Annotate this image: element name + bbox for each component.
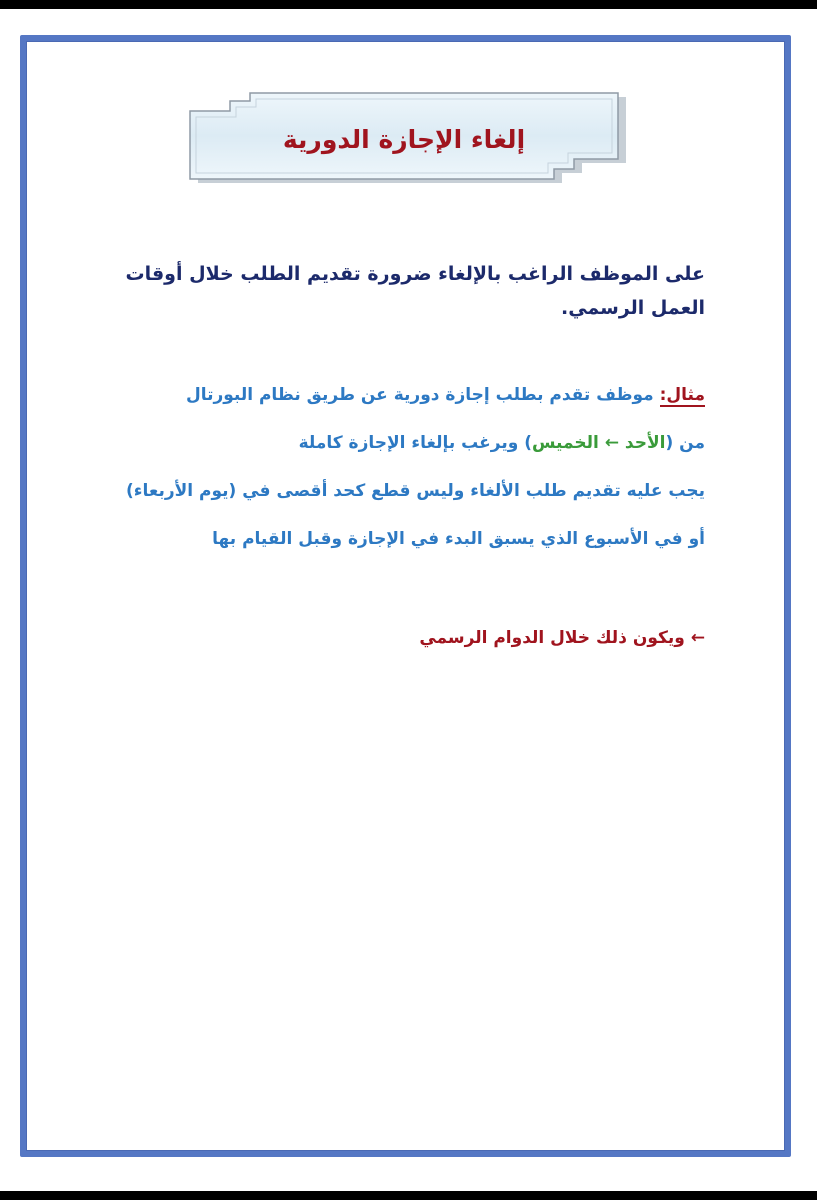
line2-prefix: من ( [665,433,705,453]
example-line-1 [95,375,705,423]
arrow-icon: ← [598,433,625,453]
note-line: ← ويكون ذلك خلال الدوام الرسمي [419,628,705,648]
example-line-2 [95,423,705,471]
document-page [0,9,817,1191]
page-title: إلغاء الإجازة الدورية [282,124,526,154]
example-label: مثال: [659,385,705,405]
example-line-1-text: موظف تقدم بطلب إجازة دورية عن طريق نظام البورتال [185,385,660,405]
intro-paragraph: على الموظف الراغب بالإلغاء ضرورة تقديم الطلب خلال أوقات العمل الرسمي. [125,263,705,319]
example-line-4: أو في الأسبوع الذي يسبق البدء في الإجازة وقبل القيام بها [212,529,705,549]
to-day: الخميس [531,433,599,453]
title-banner [186,91,634,187]
from-day: الأحد [624,433,666,453]
page-border [20,35,791,1157]
example-line-3: يجب عليه تقديم طلب الألغاء وليس قطع كحد أقصى في (يوم الأربعاء) [126,481,705,501]
line2-suffix: ) ويرغب بإلغاء الإجازة كاملة [298,433,532,453]
example-block [95,375,705,567]
